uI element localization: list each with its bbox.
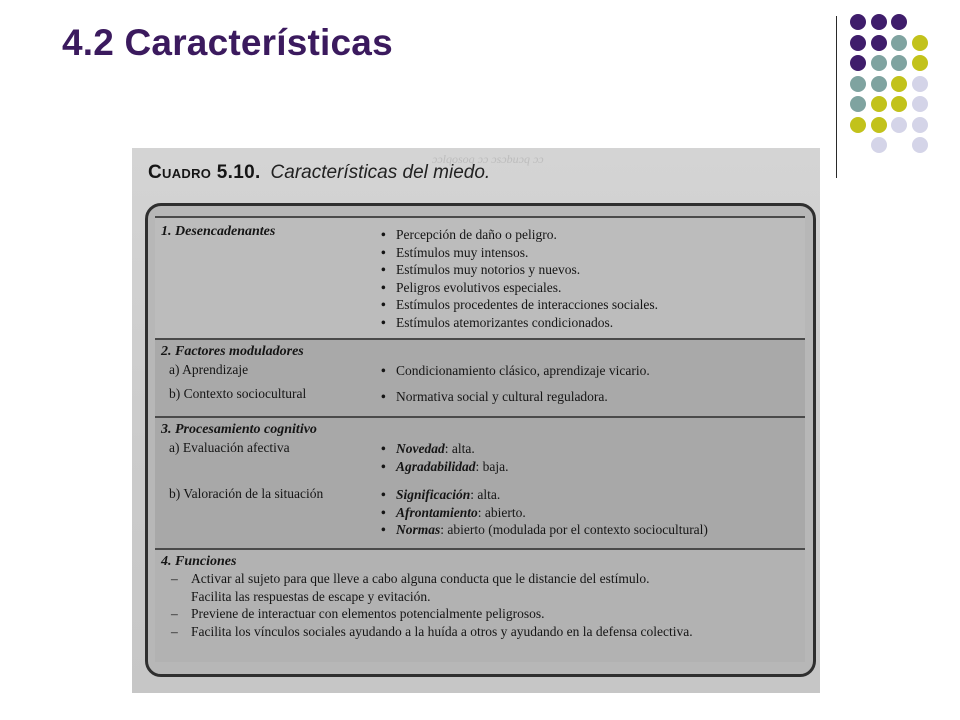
decorative-dot — [850, 55, 866, 71]
dash-item: – Facilita los vínculos sociales ayudando a la huída a otros y ayudando en la defensa colectiva. — [171, 623, 693, 639]
dash-item: – Activar al sujeto para que lleve a cabo alguna conducta que le distancie del estímulo. — [171, 571, 650, 586]
decorative-dot — [871, 55, 887, 71]
dash-list — [171, 570, 693, 640]
scanned-table-image — [132, 148, 820, 693]
bullet-list — [381, 486, 708, 539]
subsection-label: b) Contexto sociocultural — [169, 386, 307, 401]
bullet-item: • Estímulos atemorizantes condicionados. — [381, 314, 614, 330]
decorative-dot — [871, 76, 887, 92]
decorative-dot — [850, 14, 866, 30]
caption-title: Características del miedo. — [270, 162, 491, 183]
decorative-dot — [912, 35, 928, 51]
decorative-dot — [871, 14, 887, 30]
decorative-dot — [850, 117, 866, 133]
dash-item-continuation: Facilita las respuestas de escape y evitación. — [191, 588, 431, 604]
characteristics-table — [145, 203, 816, 677]
decorative-dot — [850, 35, 866, 51]
bullet-item: • Percepción de daño o peligro. — [381, 227, 557, 242]
bullet-item: • Agradabilidad: baja. — [381, 458, 509, 474]
section-title: 4. Funciones — [161, 554, 237, 569]
decorative-dot — [912, 137, 928, 153]
bullet-list — [381, 388, 608, 406]
decorative-dot — [891, 14, 907, 30]
bullet-item: • Peligros evolutivos especiales. — [381, 279, 562, 295]
decorative-dot — [912, 76, 928, 92]
section-functions — [155, 548, 805, 662]
decorative-dot — [850, 96, 866, 112]
caption-label: Cuadro 5.10. — [148, 162, 261, 183]
bullet-list — [381, 440, 509, 475]
subsection-label: a) Evaluación afectiva — [169, 440, 290, 455]
decorative-vertical-line — [836, 16, 837, 178]
dash-item: – Previene de interactuar con elementos potencialmente peligrosos. — [171, 606, 545, 621]
bullet-item: • Condicionamiento clásico, aprendizaje vicario. — [381, 363, 650, 378]
bleed-through-text: ɔɔlqosoq ɔɔ ɔsɔbuɔq ɔɔ — [432, 152, 544, 166]
decorative-dot — [891, 96, 907, 112]
section-modulating-factors — [155, 338, 805, 416]
bullet-item: • Estímulos procedentes de interacciones sociales. — [381, 297, 659, 312]
decorative-dot — [912, 117, 928, 133]
bullet-list — [381, 362, 650, 380]
section-triggers — [155, 216, 805, 338]
bullet-item: • Normas: abierto (modulada por el contexto sociocultural) — [381, 522, 708, 537]
decorative-dot — [891, 117, 907, 133]
section-title: 2. Factores moduladores — [161, 344, 304, 359]
subsection-label: a) Aprendizaje — [169, 362, 249, 377]
table-caption — [148, 162, 490, 184]
section-cognitive-processing — [155, 416, 805, 548]
bullet-item: • Estímulos muy notorios y nuevos. — [381, 262, 581, 277]
bullet-item: • Estímulos muy intensos. — [381, 244, 529, 260]
section-title: 3. Procesamiento cognitivo — [161, 422, 317, 437]
section-title: 1. Desencadenantes — [161, 224, 276, 239]
decorative-dot — [891, 35, 907, 51]
bullet-item: • Novedad: alta. — [381, 441, 475, 456]
decorative-dot — [850, 76, 866, 92]
slide-title: 4.2 Características — [62, 22, 393, 63]
decorative-dot — [871, 137, 887, 153]
decorative-dot — [912, 96, 928, 112]
decorative-dot — [871, 96, 887, 112]
decorative-dot — [891, 55, 907, 71]
decorative-dot — [871, 35, 887, 51]
bullet-item: • Normativa social y cultural reguladora. — [381, 389, 608, 404]
bullet-item: • Significación: alta. — [381, 487, 501, 502]
subsection-label: b) Valoración de la situación — [169, 486, 324, 501]
decorative-dot — [891, 76, 907, 92]
bullet-item: • Afrontamiento: abierto. — [381, 504, 526, 520]
decorative-dot — [912, 55, 928, 71]
bullet-list — [381, 226, 658, 331]
decorative-dot — [871, 117, 887, 133]
